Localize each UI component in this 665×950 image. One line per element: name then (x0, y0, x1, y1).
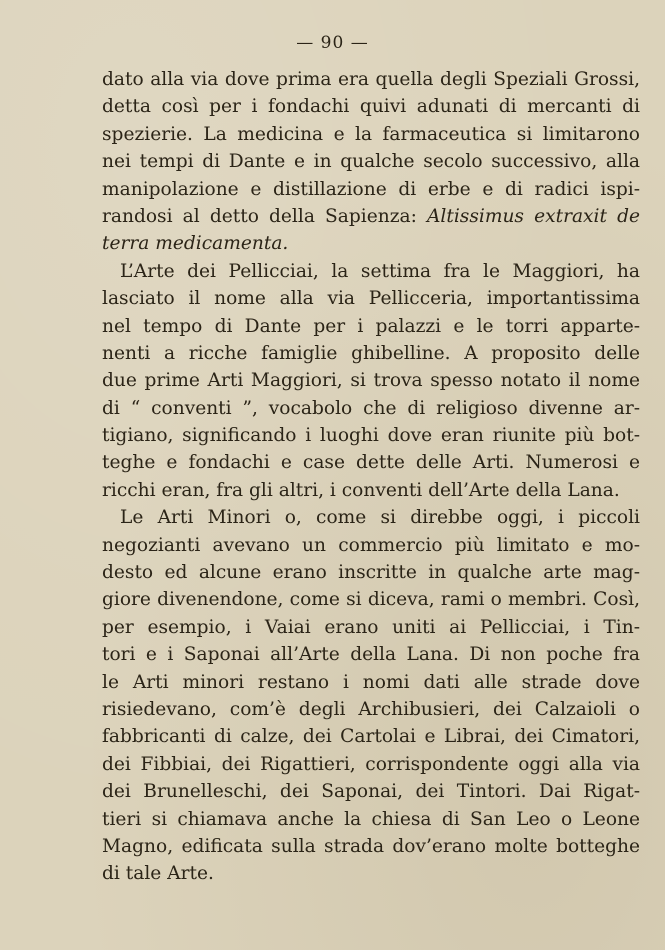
text-line (102, 669, 640, 696)
text-line-content: di tale Arte. (102, 863, 214, 885)
text-line-content: desto ed alcune erano inscritte in qualche arte mag- (102, 562, 640, 584)
text-line (102, 860, 640, 887)
text-line-content: spezierie. La medicina e la farmaceutica si limitarono (102, 123, 640, 145)
body-text (102, 66, 640, 888)
text-line-content: tieri si chiamava anche la chiesa di San Leo o Leone (102, 808, 640, 830)
text-line (102, 367, 640, 394)
text-line (102, 449, 640, 476)
page-number: — 90 — (296, 33, 369, 53)
text-line (102, 532, 640, 559)
text-line-content: risiedevano, com’è degli Archibusieri, dei Calzaioli o (102, 698, 640, 720)
text-line (102, 833, 640, 860)
text-line (102, 422, 640, 449)
text-line-content: L’Arte dei Pellicciai, la settima fra le Maggiori, ha (120, 260, 640, 282)
text-line (102, 477, 640, 504)
text-line-content: randosi al detto della Sapienza: (102, 205, 417, 227)
text-line-content: tori e i Saponai all’Arte della Lana. Di non poche fra (102, 644, 640, 666)
text-line-content: per esempio, i Vaiai erano uniti ai Pellicciai, i Tin- (102, 616, 640, 638)
text-line-content: le Arti minori restano i nomi dati alle strade dove (102, 671, 640, 693)
text-line (102, 176, 640, 203)
text-line (102, 696, 640, 723)
text-line (102, 203, 640, 230)
text-line-content: di “ conventi ”, vocabolo che di religioso divenne ar- (102, 397, 640, 419)
text-line (102, 258, 640, 285)
text-line-content: lasciato il nome alla via Pellicceria, importantissima (102, 288, 640, 310)
text-line (102, 586, 640, 613)
text-line-content: ricchi eran, fra gli altri, i conventi dell’Arte della Lana. (102, 479, 620, 501)
text-line-content: negozianti avevano un commercio più limitato e mo- (102, 534, 640, 556)
text-line-content: fabbricanti di calze, dei Cartolai e Librai, dei Cimatori, (102, 726, 640, 748)
text-line (102, 93, 640, 120)
text-line-content: detta così per i fondachi quivi adunati di mercanti di (102, 96, 640, 118)
text-line-content: manipolazione e distillazione di erbe e di radici ispi- (102, 178, 640, 200)
text-line-content: nenti a ricche famiglie ghibelline. A proposito delle (102, 342, 640, 364)
text-line-content: dei Fibbiai, dei Rigattieri, corrispondente oggi alla via (102, 753, 640, 775)
text-line-content: nei tempi di Dante e in qualche secolo successivo, alla (102, 151, 640, 173)
text-line (102, 778, 640, 805)
text-line-content: nel tempo di Dante per i palazzi e le torri apparte- (102, 315, 640, 337)
text-line-content: teghe e fondachi e case dette delle Arti. Numerosi e (102, 452, 640, 474)
text-line (102, 504, 640, 531)
text-line (102, 723, 640, 750)
text-line (102, 806, 640, 833)
text-line (102, 148, 640, 175)
text-line-content: due prime Arti Maggiori, si trova spesso notato il nome (102, 370, 640, 392)
text-line-content: dato alla via dove prima era quella degli Speziali Grossi, (102, 69, 640, 90)
text-line-content: tigiano, significando i luoghi dove eran riunite più bot- (102, 425, 640, 447)
text-line (102, 751, 640, 778)
text-line-content: Le Arti Minori o, come si direbbe oggi, i piccoli (120, 507, 640, 529)
text-line (102, 395, 640, 422)
text-line-content: dei Brunelleschi, dei Saponai, dei Tintori. Dai Rigat- (102, 781, 640, 803)
text-line (102, 285, 640, 312)
text-line (102, 340, 640, 367)
text-line (102, 641, 640, 668)
text-line-content: giore divenendone, come si diceva, rami o membri. Così, (102, 589, 640, 611)
text-line-content: Magno, edificata sulla strada dov’erano molte botteghe (102, 835, 640, 857)
text-line (102, 121, 640, 148)
italic-quote: terra medicamenta. (102, 233, 289, 255)
text-line (102, 66, 640, 93)
italic-quote: Altissimus extraxit de (427, 205, 640, 227)
text-line (102, 614, 640, 641)
text-line (102, 230, 640, 257)
text-line (102, 559, 640, 586)
text-line (102, 313, 640, 340)
